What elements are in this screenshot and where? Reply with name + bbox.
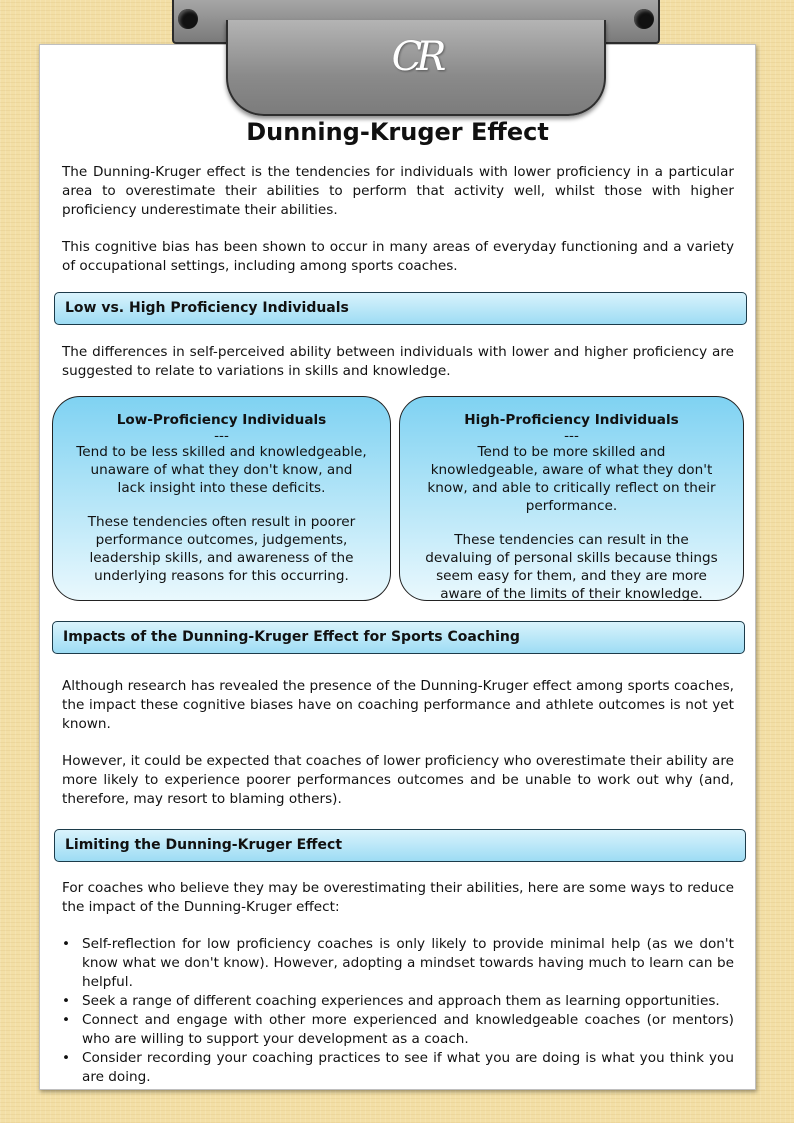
- limiting-intro: For coaches who believe they may be overestimating their abilities, here are some ways to reduce the impact of the Dunning-Kruger effect:: [62, 880, 734, 915]
- list-item: • Consider recording your coaching practices to see if what you are doing is what you think you are doing.: [62, 1049, 734, 1087]
- list-item: • Seek a range of different coaching experiences and approach them as learning opportunities.: [62, 992, 734, 1011]
- section-heading-limiting: Limiting the Dunning-Kruger Effect: [54, 829, 746, 862]
- clip-rivet-right-icon: [634, 9, 654, 29]
- tips-list: [62, 935, 734, 1087]
- low-proficiency-box: [52, 396, 391, 601]
- low-proficiency-title: Low-Proficiency Individuals: [116, 412, 327, 428]
- page-title: Dunning-Kruger Effect: [246, 118, 549, 146]
- intro-paragraph-1: The Dunning-Kruger effect is the tendencies for individuals with lower proficiency in a particular area to overestimate their abilities to perform that activity well, whilst those with higher proficiency underestimate their abilities.: [62, 164, 734, 218]
- proficiency-paragraph: The differences in self-perceived ability between individuals with lower and higher proficiency are suggested to relate to variations in skills and knowledge.: [62, 344, 734, 379]
- logo: CR: [391, 34, 441, 80]
- high-proficiency-text-2: These tendencies can result in the devaluing of personal skills because things seem easy for them, and they are more aware of the limits of their knowledge.: [425, 532, 718, 602]
- low-proficiency-text-1: Tend to be less skilled and knowledgeable, unaware of what they don't know, and lack insight into these deficits.: [76, 444, 367, 496]
- high-proficiency-title: High-Proficiency Individuals: [464, 412, 679, 428]
- clipboard-clip: [226, 20, 606, 116]
- clip-rivet-left-icon: [178, 9, 198, 29]
- impacts-paragraph-1: Although research has revealed the presence of the Dunning-Kruger effect among sports coaches, the impact these cognitive biases have on coaching performance and athlete outcomes is not yet known.: [62, 678, 734, 732]
- impacts-paragraph-2: However, it could be expected that coaches of lower proficiency who overestimate their ability are more likely to experience poorer performances outcomes and be unable to work out why (and, therefore, may resort to blaming others).: [62, 753, 734, 807]
- list-item: • Self-reflection for low proficiency coaches is only likely to provide minimal help (as we don't know what we don't know). However, adopting a mindset towards having much to learn can be helpful.: [62, 935, 734, 992]
- list-item: • Connect and engage with other more experienced and knowledgeable coaches (or mentors) who are willing to support your development as a coach.: [62, 1011, 734, 1049]
- section-heading-proficiency: Low vs. High Proficiency Individuals: [54, 292, 747, 325]
- intro-paragraph-2: This cognitive bias has been shown to occur in many areas of everyday functioning and a variety of occupational settings, including among sports coaches.: [62, 239, 734, 274]
- high-proficiency-box: [399, 396, 744, 601]
- low-proficiency-text-2: These tendencies often result in poorer performance outcomes, judgements, leadership skills, and awareness of the underlying reasons for this occurring.: [87, 514, 356, 584]
- section-heading-impacts: Impacts of the Dunning-Kruger Effect for Sports Coaching: [52, 621, 745, 654]
- low-proficiency-separator: ---: [214, 428, 229, 444]
- high-proficiency-text-1: Tend to be more skilled and knowledgeable, aware of what they don't know, and able to critically reflect on their performance.: [427, 444, 716, 514]
- high-proficiency-separator: ---: [564, 428, 579, 444]
